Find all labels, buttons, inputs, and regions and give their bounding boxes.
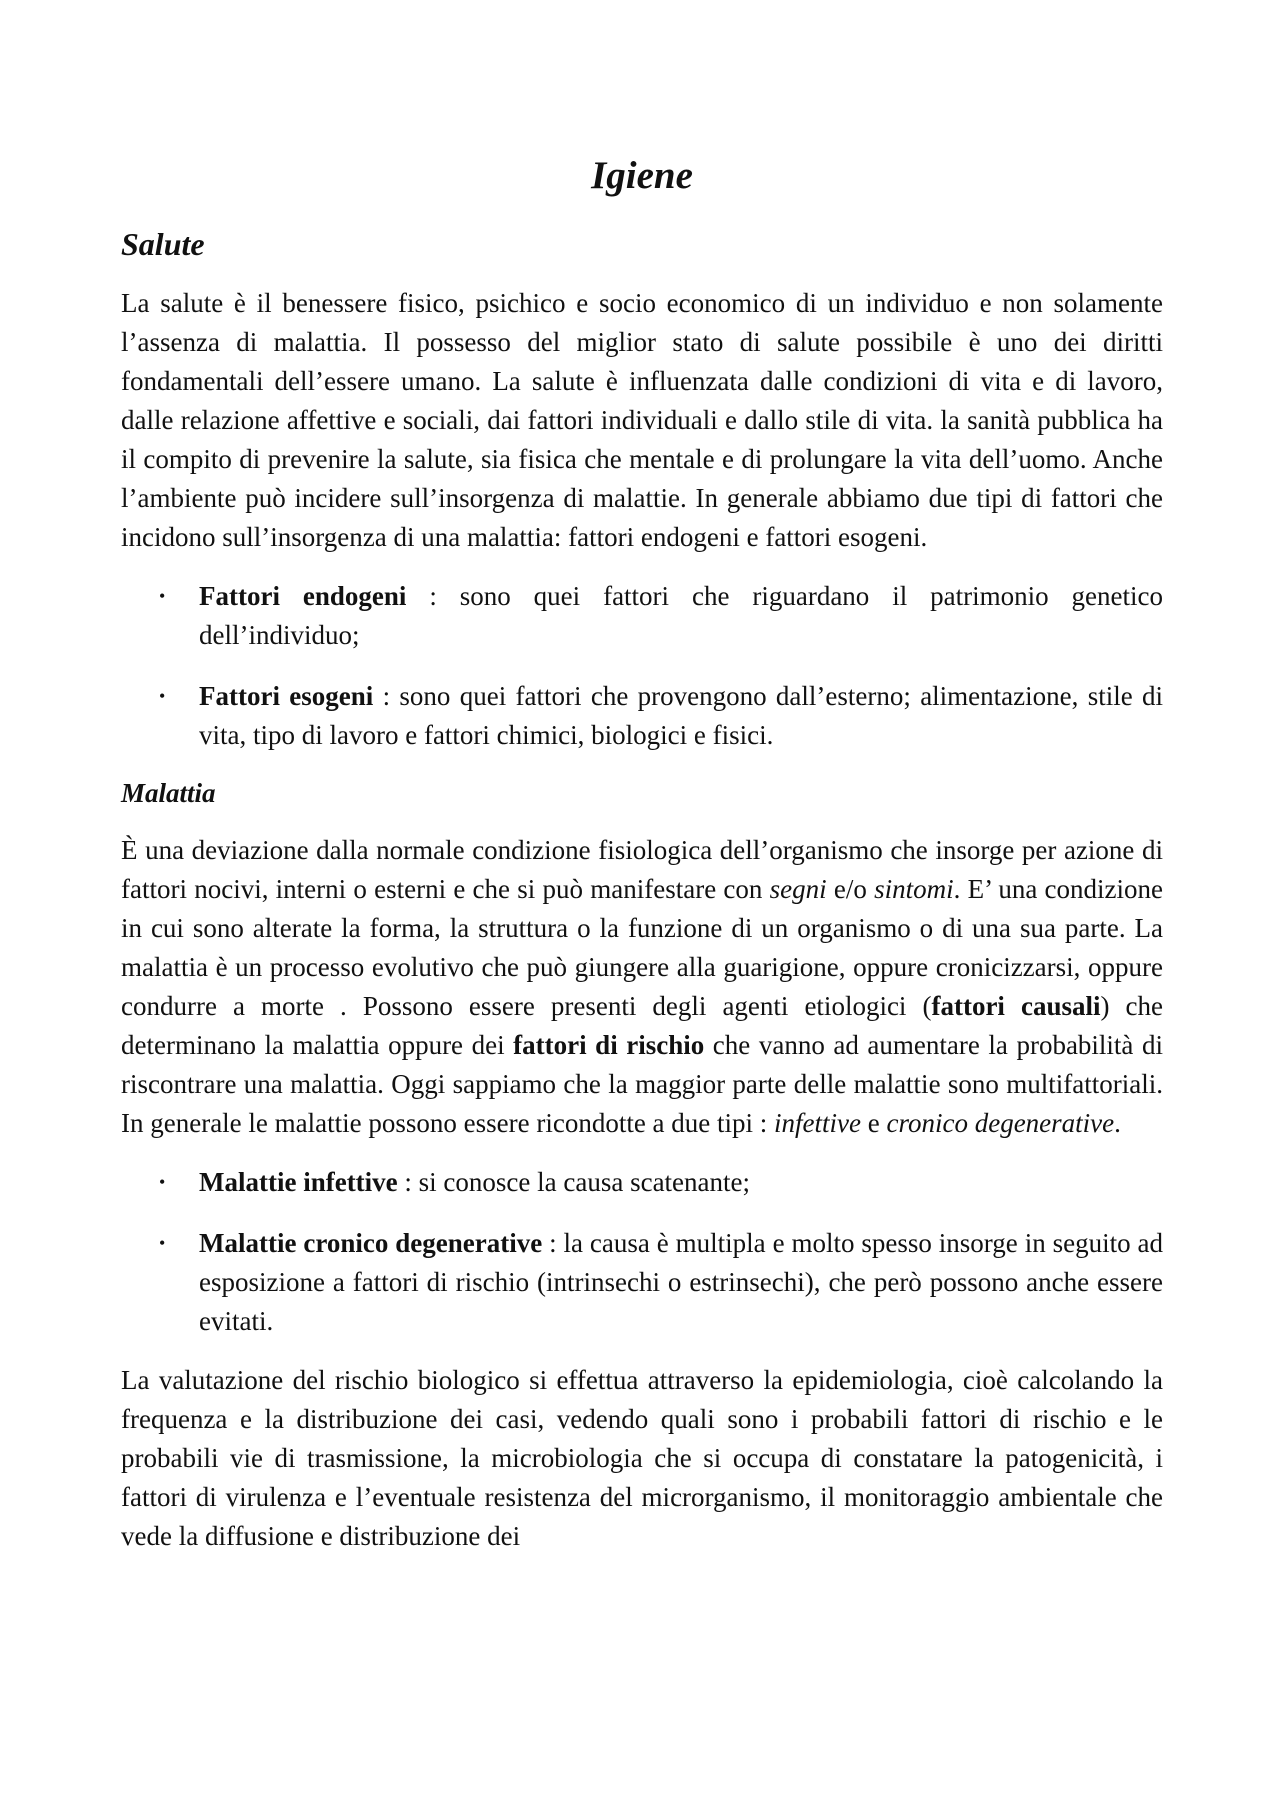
italic-term-infettive: infettive	[774, 1108, 861, 1138]
list-item-term: Malattie cronico degenerative	[199, 1228, 543, 1258]
paragraph-salute: La salute è il benessere fisico, psichico e socio economico di un individuo e non solamente l’assenza di malattia. Il possesso del miglior stato di salute possibile è uno dei diritti fondamentali dell’essere umano. La salute è influenzata dalle condizioni di vita e di lavoro, dalle relazione affettive e sociali, dai fattori individuali e dallo stile di vita. la sanità pubblica ha il compito di prevenire la salute, sia fisica che mentale e di prolungare la vita dell’uomo. Anche l’ambiente può incidere sull’insorgenza di malattie. In generale abbiamo due tipi di fattori che incidono sull’insorgenza di una malattia: fattori endogeni e fattori esogeni.	[121, 288, 1163, 552]
section-heading-malattia: Malattia	[121, 778, 216, 808]
list-item-text: : sono quei fattori che riguardano il patrimonio genetico dell’individuo;	[199, 581, 1163, 650]
text-run: .	[1114, 1108, 1121, 1138]
list-item-term: Fattori endogeni	[199, 581, 407, 611]
bold-term-fattori-rischio: fattori di rischio	[513, 1030, 705, 1060]
text-run: e/o	[826, 874, 875, 904]
list-item-term: Fattori esogeni	[199, 681, 374, 711]
italic-term-segni: segni	[769, 874, 827, 904]
paragraph-malattia	[121, 831, 1163, 1143]
bullet-icon: •	[159, 1233, 166, 1253]
text-run: che vanno ad aumentare la probabilità di riscontrare una malattia. Oggi sappiamo che la maggior parte delle malattie sono multifattoriali. In generale le malattie possono essere ricondotte a due tipi :	[121, 1030, 1163, 1138]
text-run: ) che determinano la malattia oppure dei	[121, 991, 1163, 1060]
list-malattie	[121, 1163, 1163, 1341]
list-fattori	[121, 577, 1163, 755]
text-run: e	[861, 1108, 887, 1138]
bullet-icon: •	[159, 586, 166, 606]
list-item	[121, 577, 1163, 655]
document-title: Igiene	[591, 154, 693, 197]
bullet-icon: •	[159, 1172, 166, 1192]
paragraph-rischio-biologico: La valutazione del rischio biologico si effettua attraverso la epidemiologia, cioè calcolando la frequenza e la distribuzione dei casi, vedendo quali sono i probabili fattori di rischio e le probabili vie di trasmissione, la microbiologia che si occupa di constatare la patogenicità, i fattori di virulenza e l’eventuale resistenza del microrganismo, il monitoraggio ambientale che vede la diffusione e distribuzione dei	[121, 1365, 1163, 1551]
document-page	[121, 150, 1163, 1556]
text-run: . E’ una condizione in cui sono alterate la forma, la struttura o la funzione di un organismo o di una sua parte. La malattia è un processo evolutivo che può giungere alla guarigione, oppure cronicizzarsi, oppure condurre a morte . Possono essere presenti degli agenti etiologici (	[121, 874, 1164, 1021]
bullet-icon: •	[159, 686, 166, 706]
list-item-term: Malattie infettive	[199, 1167, 398, 1197]
list-item-text: : la causa è multipla e molto spesso insorge in seguito ad esposizione a fattori di rischio (intrinsechi o estrinsechi), che però possono anche essere evitati.	[199, 1228, 1163, 1336]
list-item	[121, 1224, 1163, 1341]
list-item-text: : si conosce la causa scatenante;	[397, 1167, 751, 1197]
list-item	[121, 677, 1163, 755]
italic-term-cronico: cronico degenerative	[886, 1108, 1115, 1138]
section-heading-salute: Salute	[121, 226, 205, 262]
list-item-text: : sono quei fattori che provengono dall’esterno; alimentazione, stile di vita, tipo di lavoro e fattori chimici, biologici e fisici.	[199, 681, 1164, 750]
list-item	[121, 1163, 1163, 1202]
text-run: È una deviazione dalla normale condizione fisiologica dell’organismo che insorge per azione di fattori nocivi, interni o esterni e che si può manifestare con	[121, 835, 1163, 904]
italic-term-sintomi: sintomi	[874, 874, 954, 904]
bold-term-fattori-causali: fattori causali	[931, 991, 1101, 1021]
